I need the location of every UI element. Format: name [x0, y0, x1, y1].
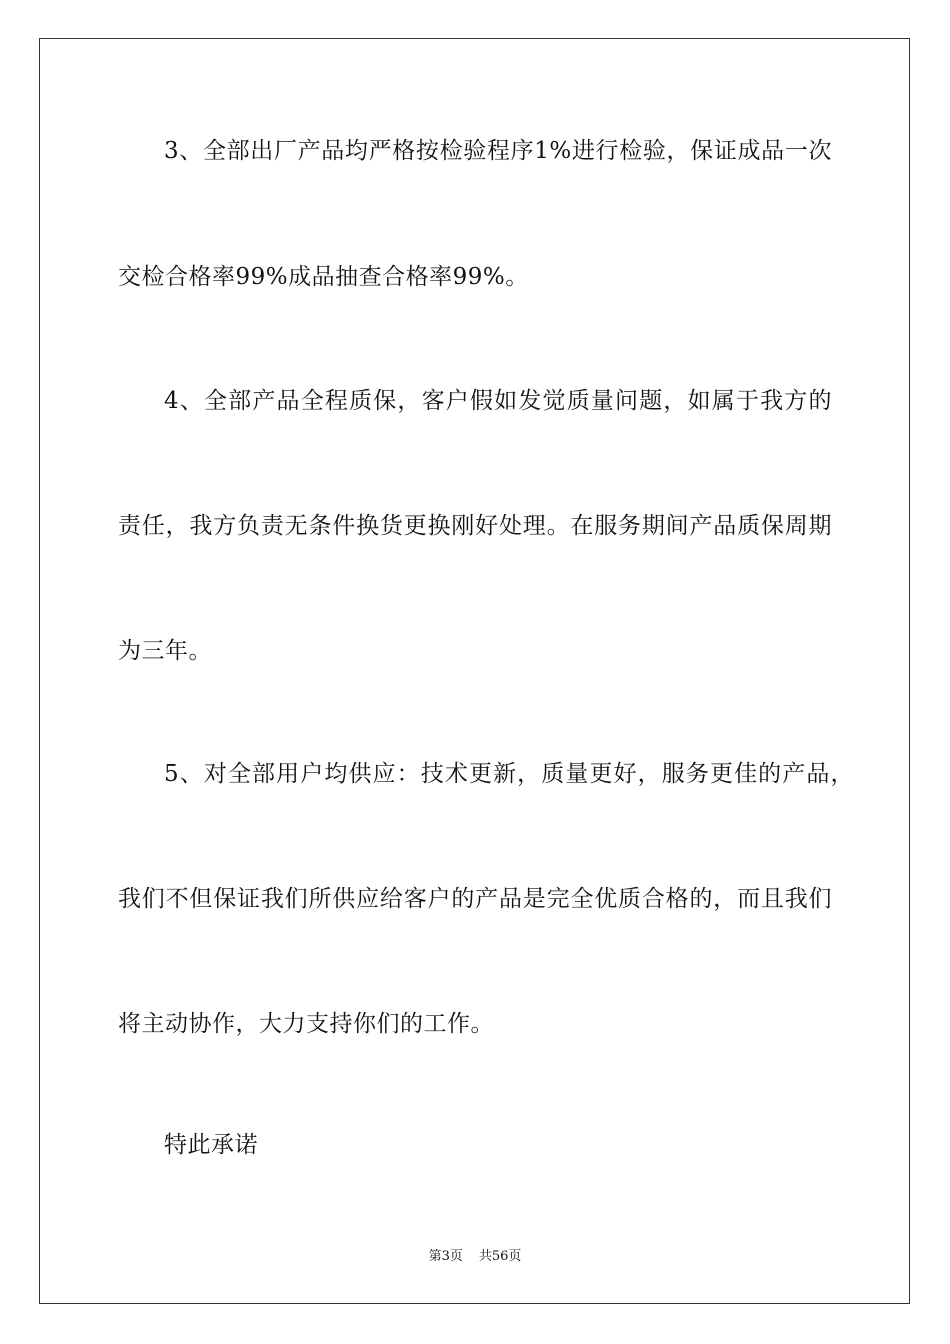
paragraph-5-line-2: 我们不但保证我们所供应给客户的产品是完全优质合格的，而且我们: [118, 886, 832, 912]
paragraph-4-line-3: 为三年。: [118, 638, 212, 664]
closing-statement: 特此承诺: [164, 1132, 258, 1158]
paragraph-5-line-1: 5、对全部用户均供应：技术更新，质量更好，服务更佳的产品，: [164, 761, 854, 787]
paragraph-3-line-2: 交检合格率99%成品抽查合格率99%。: [118, 264, 529, 290]
page-footer: [0, 1248, 950, 1266]
paragraph-4-line-2: 责任，我方负责无条件换货更换刚好处理。在服务期间产品质保周期: [118, 513, 832, 539]
paragraph-5-line-3: 将主动协作，大力支持你们的工作。: [118, 1011, 494, 1037]
page-border: [39, 38, 910, 1304]
paragraph-3-line-1: 3、全部出厂产品均严格按检验程序1%进行检验，保证成品一次: [164, 138, 832, 164]
page-number-current: 第3页: [428, 1249, 463, 1264]
page-number-total: 共56页: [478, 1249, 522, 1264]
paragraph-4-line-1: 4、全部产品全程质保，客户假如发觉质量问题，如属于我方的: [164, 388, 832, 414]
